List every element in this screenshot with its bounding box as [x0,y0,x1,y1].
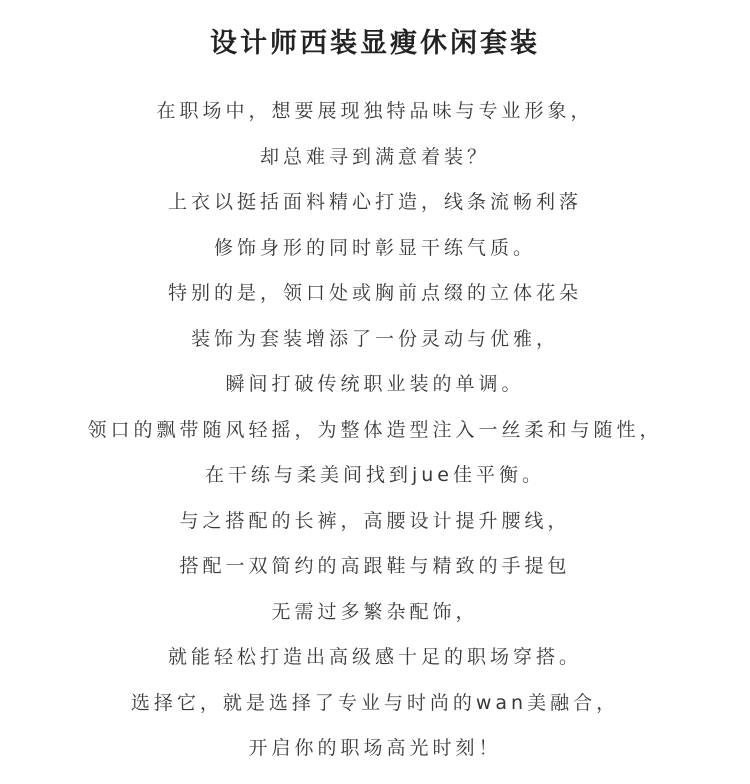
description-line-2: 却总难寻到满意着装？ [259,145,490,168]
page-title: 设计师西装显瘦休闲套装 [210,28,540,59]
description-line-5: 特别的是，领口处或胸前点缀的立体花朵 [167,282,582,304]
description-line-9: 在干练与柔美间找到jue佳平衡。 [204,464,545,486]
description-line-11: 搭配一双简约的高跟鞋与精致的手提包 [179,555,571,577]
description-line-1: 在职场中，想要展现独特品味与专业形象， [156,100,594,122]
description-line-12: 无需过多繁杂配饰， [271,600,479,623]
description-text-block [0,96,750,779]
description-line-10: 与之搭配的长裤，高腰设计提升腰线， [179,509,571,532]
description-line-7: 瞬间打破传统职业装的单调。 [225,373,525,395]
description-line-14: 选择它，就是选择了专业与时尚的wan美融合， [130,691,620,714]
description-line-4: 修饰身形的同时彰显干练气质。 [213,236,536,259]
description-line-8: 领口的飘带随风轻摇，为整体造型注入一丝柔和与随性， [87,418,663,441]
description-line-15: 开启你的职场高光时刻！ [248,737,502,759]
description-line-3: 上衣以挺括面料精心打造，线条流畅利落 [167,191,582,213]
description-line-13: 就能轻松打造出高级感十足的职场穿搭。 [167,646,582,668]
description-line-6: 装饰为套装增添了一份灵动与优雅， [190,327,559,350]
